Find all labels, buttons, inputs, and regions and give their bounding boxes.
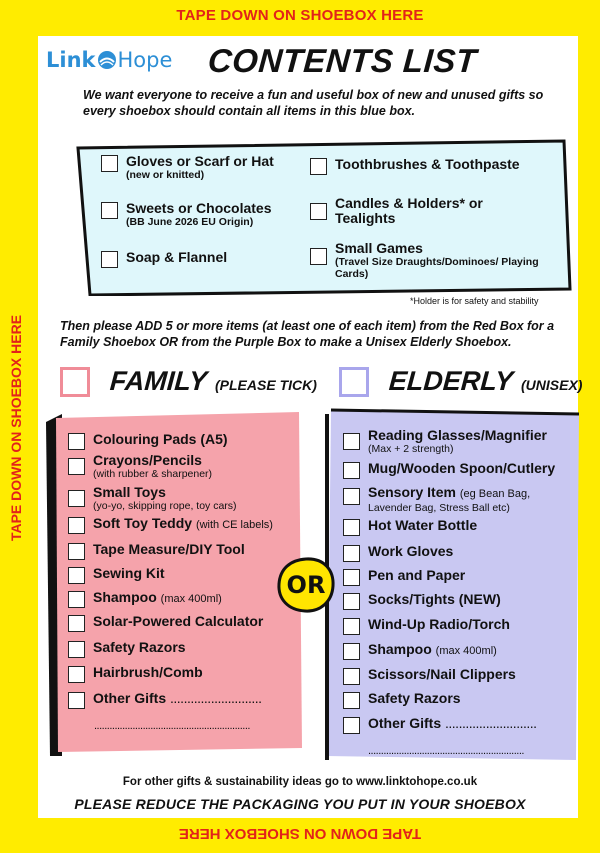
elderly-item-radio[interactable]	[343, 617, 510, 635]
family-item-crayons[interactable]	[68, 453, 212, 480]
item-label: Work Gloves	[368, 543, 454, 559]
checkbox[interactable]	[310, 203, 327, 220]
blue-item-soap[interactable]	[101, 250, 227, 268]
family-item-shampoo[interactable]	[68, 590, 222, 608]
elderly-paren: (UNISEX)	[521, 376, 583, 393]
logo-hope-text: Hope	[117, 48, 173, 72]
item-label: Wind-Up Radio/Torch	[368, 616, 510, 632]
family-item-tape-measure[interactable]	[68, 542, 245, 560]
item-dots: ...........................	[445, 715, 537, 731]
checkbox[interactable]	[68, 517, 85, 534]
checkbox[interactable]	[68, 692, 85, 709]
family-write-line: .............................................................	[94, 720, 250, 732]
checkbox[interactable]	[343, 717, 360, 734]
item-label: Safety Razors	[93, 639, 186, 655]
item-label: Other Gifts	[93, 690, 167, 706]
add-items-instructions: Then please ADD 5 or more items (at least one of each item) from the Red Box for a Family Shoebox OR from the Purple Box to make a Unisex Elderly Shoebox.	[60, 319, 555, 349]
checkbox[interactable]	[310, 248, 327, 265]
item-label: Soap & Flannel	[126, 249, 228, 265]
item-label: Hot Water Bottle	[368, 517, 478, 533]
item-label: Other Gifts	[368, 715, 442, 731]
item-label: Soft Toy Teddy	[93, 515, 193, 531]
item-label: Mug/Wooden Spoon/Cutlery	[368, 460, 556, 476]
hands-icon	[96, 50, 118, 70]
checkbox[interactable]	[343, 569, 360, 586]
item-label: Sweets or Chocolates	[126, 200, 272, 216]
checkbox[interactable]	[101, 251, 118, 268]
elderly-item-work-gloves[interactable]	[343, 544, 453, 562]
elderly-title: ELDERLY	[387, 366, 515, 396]
elderly-item-pen-paper[interactable]	[343, 568, 465, 586]
elderly-item-sensory[interactable]	[343, 485, 530, 514]
checkbox[interactable]	[68, 458, 85, 475]
checkbox[interactable]	[101, 202, 118, 219]
item-label: Shampoo	[93, 589, 157, 605]
checkbox[interactable]	[343, 488, 360, 505]
item-note: (eg Bean Bag,	[459, 488, 531, 500]
item-label: Colouring Pads (A5)	[93, 431, 228, 447]
elderly-tick-box[interactable]	[339, 367, 369, 397]
family-item-toys[interactable]	[68, 485, 237, 512]
item-sub: Lavender Bag, Stress Ball etc)	[368, 502, 510, 514]
elderly-item-shampoo[interactable]	[343, 642, 497, 660]
family-item-sewing[interactable]	[68, 566, 165, 584]
item-note: (with CE labels)	[195, 519, 273, 531]
item-sub: (BB June 2026 EU Origin)	[126, 216, 254, 228]
checkbox[interactable]	[68, 666, 85, 683]
item-sub: (with rubber & sharpener)	[93, 468, 213, 480]
item-label: Hairbrush/Comb	[93, 664, 203, 680]
item-label: Shampoo	[368, 641, 432, 657]
checkbox[interactable]	[343, 643, 360, 660]
item-label: Socks/Tights (NEW)	[368, 591, 501, 607]
item-label: Crayons/Pencils	[93, 452, 202, 468]
elderly-item-socks[interactable]	[343, 592, 501, 610]
blue-item-candles[interactable]	[310, 196, 530, 226]
tape-label-bottom: TAPE DOWN ON SHOEBOX HERE	[178, 825, 422, 842]
checkbox[interactable]	[343, 519, 360, 536]
logo-link-text: Link	[46, 48, 96, 72]
elderly-purple-box	[323, 408, 581, 764]
item-label: Gloves or Scarf or Hat	[126, 153, 274, 169]
footer-website-note: For other gifts & sustainability ideas go to www.linktohope.co.uk	[122, 776, 478, 788]
family-tick-box[interactable]	[60, 367, 90, 397]
blue-item-games[interactable]	[310, 241, 555, 280]
checkbox[interactable]	[343, 462, 360, 479]
family-item-calculator[interactable]	[68, 614, 263, 632]
page-title: CONTENTS LIST	[206, 42, 479, 79]
family-item-other-gifts[interactable]	[68, 691, 262, 709]
item-label: Scissors/Nail Clippers	[368, 666, 516, 682]
checkbox[interactable]	[101, 155, 118, 172]
elderly-item-razors[interactable]	[343, 691, 461, 709]
elderly-item-hot-water-bottle[interactable]	[343, 518, 477, 536]
item-label: Reading Glasses/Magnifier	[368, 427, 547, 443]
essentials-blue-box	[68, 139, 572, 296]
family-red-box	[44, 410, 306, 756]
or-badge	[276, 556, 336, 614]
item-sub: (yo-yo, skipping rope, toy cars)	[93, 500, 237, 512]
elderly-item-other-gifts[interactable]	[343, 716, 537, 734]
checkbox[interactable]	[68, 543, 85, 560]
item-dots: ...........................	[170, 690, 262, 706]
elderly-header	[339, 366, 582, 397]
item-label: Solar-Powered Calculator	[93, 613, 264, 629]
link-to-hope-logo	[46, 48, 172, 72]
checkbox[interactable]	[68, 433, 85, 450]
blue-item-toothbrushes[interactable]	[310, 157, 520, 175]
checkbox[interactable]	[68, 490, 85, 507]
checkbox[interactable]	[68, 567, 85, 584]
family-paren: (PLEASE TICK)	[215, 376, 317, 393]
item-label: Small Toys	[93, 484, 166, 500]
family-header	[60, 366, 317, 397]
family-title: FAMILY	[108, 366, 209, 396]
checkbox[interactable]	[343, 668, 360, 685]
item-label: Candles & Holders* or Tealights	[335, 195, 483, 226]
item-sub: (Max + 2 strength)	[368, 443, 454, 455]
item-label: Safety Razors	[368, 690, 461, 706]
footer-packaging-note: PLEASE REDUCE THE PACKAGING YOU PUT IN YOUR SHOEBOX	[74, 796, 526, 812]
item-label: Small Games	[335, 240, 423, 256]
family-item-hairbrush[interactable]	[68, 665, 203, 683]
tape-label-top: TAPE DOWN ON SHOEBOX HERE	[176, 7, 424, 24]
elderly-write-line: .............................................................	[368, 745, 524, 757]
or-text: OR	[286, 571, 326, 599]
blue-item-sweets[interactable]	[101, 201, 272, 228]
right-tape-band	[578, 36, 600, 818]
checkbox[interactable]	[343, 618, 360, 635]
item-note: (max 400ml)	[435, 645, 497, 657]
tape-label-left: TAPE DOWN ON SHOEBOX HERE	[8, 314, 24, 542]
item-note: (max 400ml)	[160, 593, 222, 605]
item-label: Pen and Paper	[368, 567, 466, 583]
blue-item-gloves[interactable]	[101, 154, 274, 181]
intro-text: We want everyone to receive a fun and useful box of new and unused gifts so every shoebox should contain all items in this blue box.	[83, 88, 544, 118]
elderly-item-scissors[interactable]	[343, 667, 516, 685]
item-sub: (Travel Size Draughts/Dominoes/ Playing Cards)	[335, 256, 539, 280]
checkbox[interactable]	[343, 433, 360, 450]
checkbox[interactable]	[310, 158, 327, 175]
item-label: Tape Measure/DIY Tool	[93, 541, 245, 557]
elderly-item-glasses[interactable]	[343, 428, 547, 455]
checkbox[interactable]	[343, 593, 360, 610]
checkbox[interactable]	[68, 615, 85, 632]
item-label: Toothbrushes & Toothpaste	[335, 156, 520, 172]
holder-footnote: *Holder is for safety and stability	[410, 296, 539, 306]
item-label: Sewing Kit	[93, 565, 165, 581]
checkbox[interactable]	[343, 545, 360, 562]
checkbox[interactable]	[68, 641, 85, 658]
family-item-razors[interactable]	[68, 640, 186, 658]
family-item-colouring[interactable]	[68, 432, 228, 450]
item-label: Sensory Item	[368, 484, 456, 500]
family-item-teddy[interactable]	[68, 516, 273, 534]
elderly-item-mug[interactable]	[343, 461, 555, 479]
item-sub: (new or knitted)	[126, 169, 205, 181]
checkbox[interactable]	[68, 591, 85, 608]
checkbox[interactable]	[343, 692, 360, 709]
